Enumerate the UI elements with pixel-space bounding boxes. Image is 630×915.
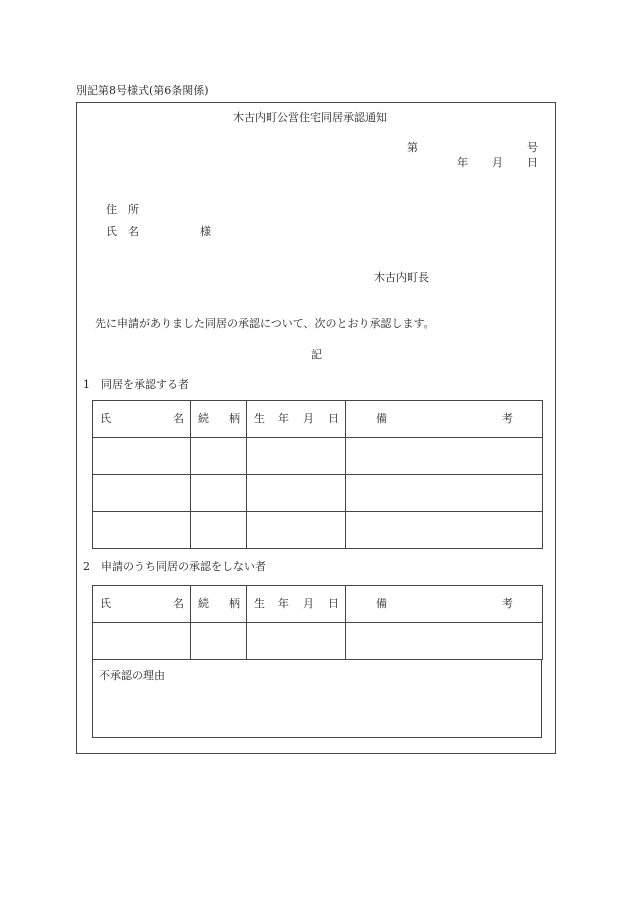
cell-name[interactable] (93, 512, 191, 549)
cell-birthdate[interactable] (247, 438, 346, 475)
date-year: 年 (457, 156, 468, 169)
name-label: 氏 名 (106, 225, 139, 238)
cell-name[interactable] (93, 438, 191, 475)
rejection-reason-label: 不承認の理由 (99, 669, 165, 682)
header-remarks: 備 考 (346, 401, 543, 438)
section2-title: 申請のうち同居の承認をしない者 (101, 560, 266, 573)
header-relation: 続 柄 (191, 586, 247, 623)
header-birthdate: 生 年 月 日 (247, 586, 346, 623)
cell-relation[interactable] (191, 623, 247, 660)
cell-remarks[interactable] (346, 623, 543, 660)
rejected-persons-table (92, 585, 543, 660)
approved-persons-table (92, 400, 543, 549)
cell-relation[interactable] (191, 438, 247, 475)
section1-title: 同居を承認する者 (101, 378, 189, 391)
table-row (93, 512, 543, 549)
cell-relation[interactable] (191, 475, 247, 512)
date-month: 月 (492, 156, 503, 169)
section1-number: 1 (83, 378, 90, 391)
cell-remarks[interactable] (346, 512, 543, 549)
header-remarks: 備 考 (346, 586, 543, 623)
cell-birthdate[interactable] (247, 475, 346, 512)
date-day: 日 (527, 156, 538, 169)
header-relation: 続 柄 (191, 401, 247, 438)
table-row (93, 623, 543, 660)
cell-name[interactable] (93, 623, 191, 660)
cell-birthdate[interactable] (247, 623, 346, 660)
header-name: 氏 名 (93, 401, 191, 438)
header-birthdate: 生 年 月 日 (247, 401, 346, 438)
number-prefix: 第 (407, 141, 418, 154)
cell-name[interactable] (93, 475, 191, 512)
header-name: 氏 名 (93, 586, 191, 623)
issuer: 木古内町長 (374, 271, 429, 284)
document-title: 木古内町公営住宅同居承認通知 (233, 111, 387, 124)
honorific: 様 (200, 225, 211, 238)
table-header-row (93, 401, 543, 438)
section2-number: 2 (83, 560, 90, 573)
table-row (93, 438, 543, 475)
number-suffix: 号 (527, 141, 538, 154)
cell-remarks[interactable] (346, 475, 543, 512)
cell-relation[interactable] (191, 512, 247, 549)
table-header-row (93, 586, 543, 623)
table-row (93, 475, 543, 512)
address-label: 住 所 (106, 203, 139, 216)
form-label: 別記第8号様式(第6条関係) (76, 84, 209, 97)
ki-marker: 記 (311, 348, 322, 361)
cell-remarks[interactable] (346, 438, 543, 475)
body-text: 先に申請がありました同居の承認について、次のとおり承認します。 (95, 317, 435, 330)
cell-birthdate[interactable] (247, 512, 346, 549)
